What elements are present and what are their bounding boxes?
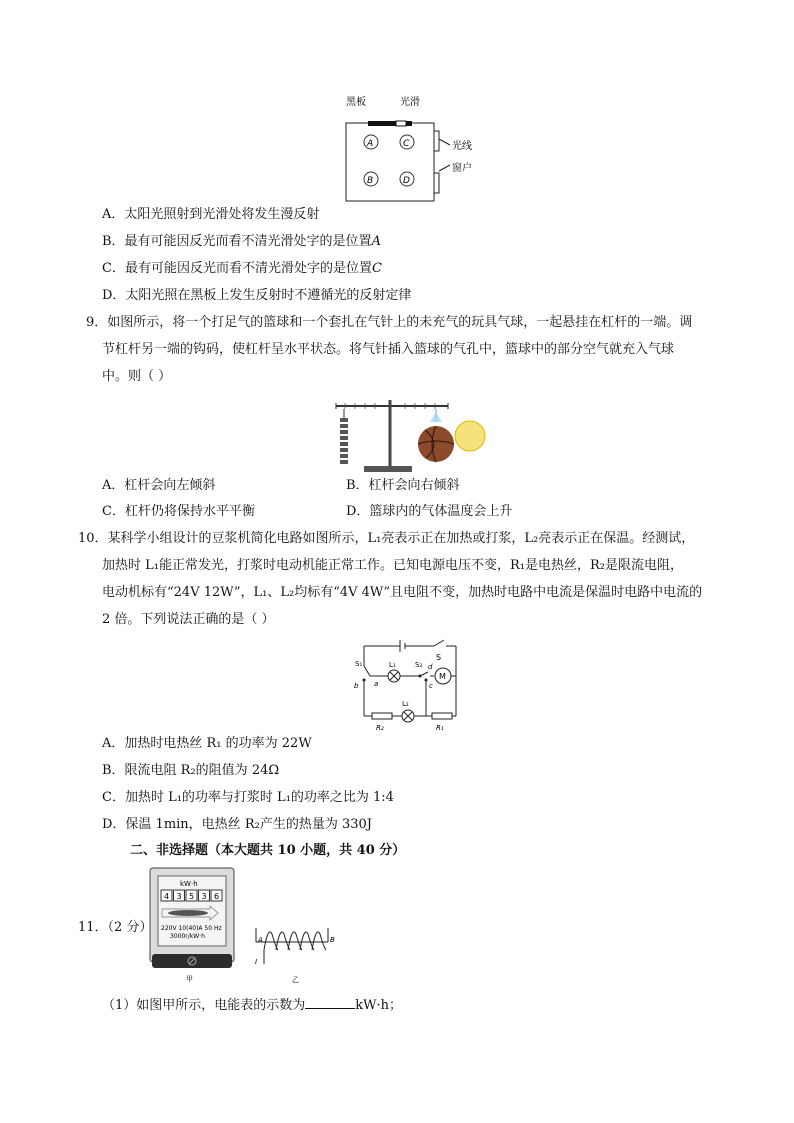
label-a: a	[374, 680, 379, 688]
label-s2: S₂	[415, 661, 423, 669]
label-window: 窗户	[452, 163, 472, 174]
coil-windings	[264, 932, 326, 950]
q10-line1	[78, 530, 694, 548]
q9-line1	[86, 314, 692, 332]
window-top	[434, 131, 439, 151]
label-blackboard: 黑板	[346, 97, 366, 108]
lever-figure	[330, 398, 490, 474]
hook-weights	[340, 418, 348, 464]
q10-option-d: D．保温 1min，电热丝 R₂产生的热量为 330J	[102, 817, 372, 832]
q9-option-b: B．杠杆会向右倾斜	[346, 478, 460, 493]
q10-line4: 2 倍。下列说法正确的是（ ）	[102, 612, 275, 627]
resistor-r1	[432, 713, 452, 719]
q9-text1: 如图所示，将一个打足气的篮球和一个套扎在气针上的未充气的玩具气球，一起悬挂在杠杆的一端。调	[107, 315, 693, 330]
label-smooth: 光滑	[400, 97, 420, 108]
basketball	[418, 426, 454, 462]
q11-sub1-unit: kW·h；	[355, 998, 403, 1013]
label-r2: R₂	[376, 724, 384, 732]
pos-a: A	[367, 139, 374, 149]
label-b: b	[354, 682, 359, 690]
lever-base	[364, 466, 412, 472]
label-r1: R₁	[436, 724, 444, 732]
q9-number: 9．	[86, 315, 108, 330]
meter-unit: kW·h	[180, 880, 198, 888]
q10-number: 10．	[78, 531, 108, 546]
pos-c: C	[403, 139, 410, 149]
q8-option-b-letter: A	[371, 234, 381, 249]
label-c: c	[429, 682, 433, 690]
meter-digit: 3	[201, 892, 207, 901]
q10-text1: 某科学小组设计的豆浆机简化电路如图所示，L₁亮表示正在加热或打浆，L₂亮表示正在保温。经测试，	[107, 531, 695, 546]
coil-figure	[250, 920, 342, 986]
caption-a: 甲	[186, 975, 193, 983]
label-l1: L₁	[389, 661, 396, 669]
q10-option-b: B．限流电阻 R₂的阻值为 24Ω	[102, 763, 280, 778]
circuit-figure	[352, 636, 468, 732]
label-l2: L₂	[402, 700, 409, 708]
window-bottom	[434, 173, 439, 193]
section-heading: 二、非选择题（本大题共 10 小题，共 40 分）	[130, 843, 406, 858]
q10-line2: 加热时 L₁能正常发光，打浆时电动机能正常工作。已知电源电压不变，R₁是电热丝，R₂是限流电阻，	[102, 558, 683, 573]
q8-option-c	[102, 260, 382, 278]
blackboard-strip	[368, 121, 396, 126]
meter-spec2: 3000r/kW·h	[170, 933, 205, 940]
label-s: S	[436, 653, 442, 662]
q9-option-a: A．杠杆会向左倾斜	[102, 478, 216, 493]
q9-line2: 节杠杆另一端的钩码，使杠杆呈水平状态。将气针插入篮球的气孔中，篮球中的部分空气就充入气球	[102, 342, 675, 357]
coil-label-i: I	[255, 958, 258, 966]
meter-spec1: 220V 10(40)A 50 Hz	[161, 925, 222, 932]
meter-digits	[161, 890, 222, 901]
q8-option-b	[102, 233, 381, 251]
switch-s	[434, 640, 444, 646]
q8-option-b-text: B．最有可能因反光而看不清光滑处字的是位置	[102, 234, 372, 249]
q11-number: 11．（2 分）	[78, 920, 153, 935]
meter-digit: 6	[214, 892, 220, 901]
answer-blank[interactable]	[305, 996, 355, 1009]
caption-b: 乙	[292, 976, 299, 984]
label-s1: S₁	[355, 660, 363, 668]
q10-option-a: A．加热时电热丝 R₁ 的功率为 22W	[102, 736, 312, 751]
q8-option-a: A．太阳光照射到光滑处将发生漫反射	[102, 207, 320, 222]
energy-meter-figure	[148, 866, 238, 986]
blackboard-figure	[338, 93, 478, 205]
smooth-spot	[396, 121, 406, 126]
switch-s1	[364, 666, 370, 676]
q9-option-d: D．篮球内的气体温度会上升	[346, 504, 513, 519]
label-d: d	[428, 663, 433, 671]
meter-digit: 5	[189, 892, 195, 901]
q9-option-c: C．杠杆仍将保持水平平衡	[102, 504, 255, 519]
coil-label-b: B	[330, 936, 335, 944]
q10-line3: 电动机标有“24V 12W”，L₁、L₂均标有“4V 4W”且电阻不变，加热时电路中电流是保温时电路中电流的	[102, 585, 703, 600]
q8-option-d: D．太阳光照在黑板上发生反射时不遵循光的反射定律	[102, 288, 412, 303]
q8-option-c-letter: C	[371, 261, 382, 276]
q9-line3: 中。则（ ）	[102, 369, 172, 384]
q10-option-c: C．加热时 L₁的功率与打浆时 L₁的功率之比为 1:4	[102, 790, 394, 805]
meter-digit: 3	[176, 892, 182, 901]
pos-b: B	[367, 176, 374, 186]
q8-option-c-text: C．最有可能因反光而看不清光滑处字的是位置	[102, 261, 372, 276]
label-light: 光线	[452, 141, 472, 152]
resistor-r2	[372, 713, 392, 719]
coil-label-a: A	[258, 936, 263, 944]
q11-sub1-text: （1）如图甲所示，电能表的示数为	[102, 998, 306, 1013]
meter-digit: 4	[164, 892, 170, 901]
q11-sub1	[102, 996, 402, 1015]
label-m: M	[439, 672, 446, 681]
meter-disc	[168, 910, 208, 916]
pos-d: D	[403, 176, 410, 186]
toy-balloon	[455, 421, 485, 451]
